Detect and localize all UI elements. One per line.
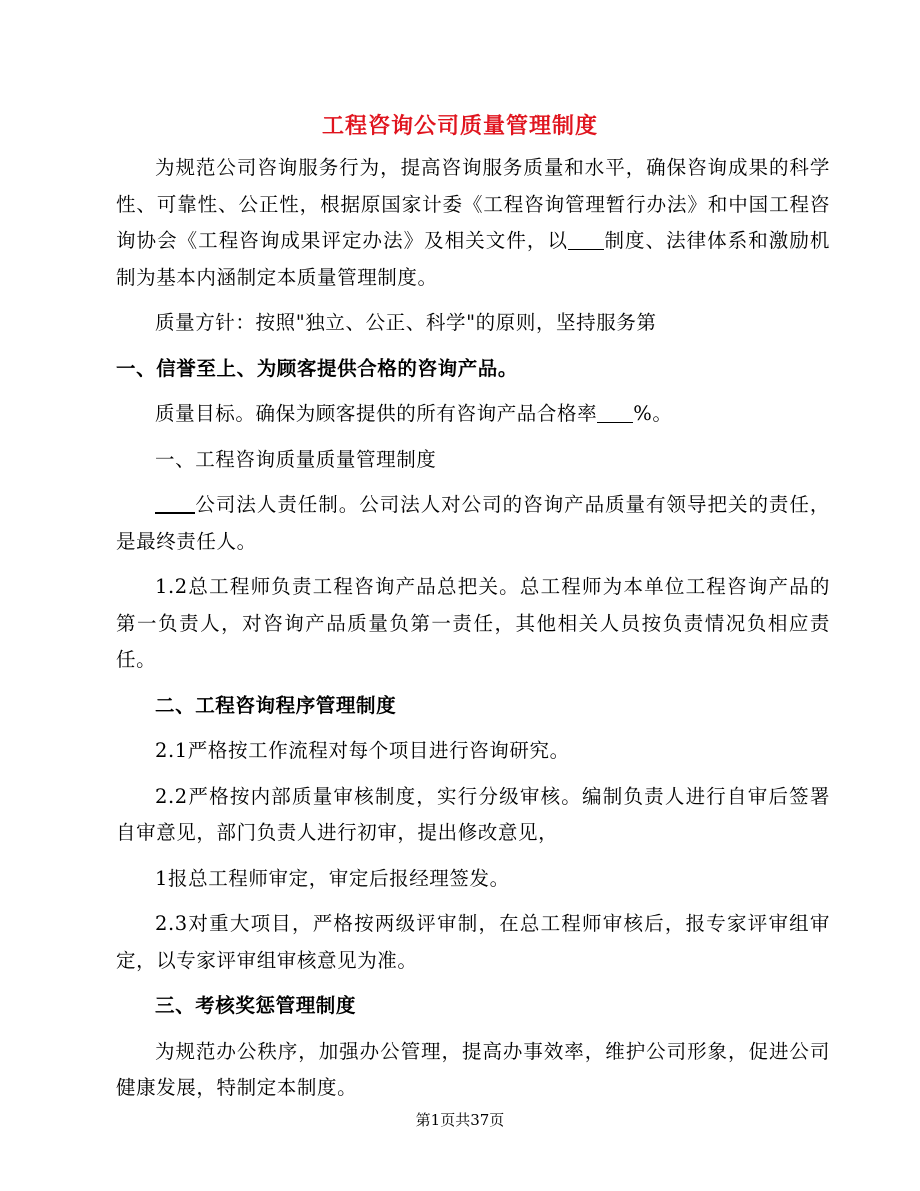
- quality-target-percent: %。: [633, 402, 673, 425]
- page-footer: 第1页共37页: [415, 1111, 505, 1129]
- section-heading-2: 二、工程咨询程序管理制度: [155, 693, 397, 717]
- paragraph-2-1: 2.1严格按工作流程对每个项目进行咨询研究。: [155, 739, 570, 762]
- document-body: [116, 150, 830, 1116]
- section-heading-1: 一、工程咨询质量质量管理制度: [155, 447, 437, 471]
- paragraph-2-2: 2.2严格按内部质量审核制度，实行分级审核。编制负责人进行自审后签署自审意见，部门负责人进行初审，提出修改意见，: [116, 784, 830, 844]
- paragraph-office-rules: 为规范办公秩序，加强办公管理，提高办事效率，维护公司形象，促进公司健康发展，特制定本制度。: [116, 1039, 830, 1099]
- paragraph-legal-person: [116, 487, 830, 560]
- section-heading-3: 三、考核奖惩管理制度: [155, 994, 357, 1017]
- blank-underline: [597, 403, 633, 424]
- paragraph-intro-text: 为规范公司咨询服务行为，提高咨询服务质量和水平，确保咨询成果的科学性、可靠性、公正性，根据原国家计委《工程咨询管理暂行办法》和中国工程咨询协会《工程咨询成果评定办法》及相关文件，以: [116, 156, 830, 252]
- blank-underline: [155, 493, 195, 515]
- paragraph-quality-policy-cont: 一、信誉至上、为顾客提供合格的咨询产品。: [116, 356, 519, 380]
- paragraph-quality-policy: 质量方针：按照"独立、公正、科学"的原则，坚持服务第: [155, 311, 657, 334]
- paragraph-2-3: 2.3对重大项目，严格按两级评审制，在总工程师审核后，报专家评审组审定，以专家评审组审核意见为准。: [116, 912, 830, 972]
- quality-target-text: 质量目标。确保为顾客提供的所有咨询产品合格率: [155, 402, 598, 425]
- paragraph-intro-text-end: 制度、法律体系和激励机制为基本内涵制定本质量管理制度。: [116, 229, 830, 289]
- paragraph-intro: [116, 150, 830, 296]
- paragraph-quality-target: [116, 396, 830, 433]
- legal-person-text: 公司法人责任制。公司法人对公司的咨询产品质量有领导把关的责任，是最终责任人。: [116, 493, 830, 553]
- paragraph-1-2: 1.2总工程师负责工程咨询产品总把关。总工程师为本单位工程咨询产品的第一负责人，对咨询产品质量负第一责任，其他相关人员按负责情况负相应责任。: [116, 575, 830, 671]
- blank-underline: [568, 230, 604, 251]
- document-title: 工程咨询公司质量管理制度: [321, 113, 598, 139]
- paragraph-2-2-cont: 1报总工程师审定，审定后报经理签发。: [155, 866, 510, 890]
